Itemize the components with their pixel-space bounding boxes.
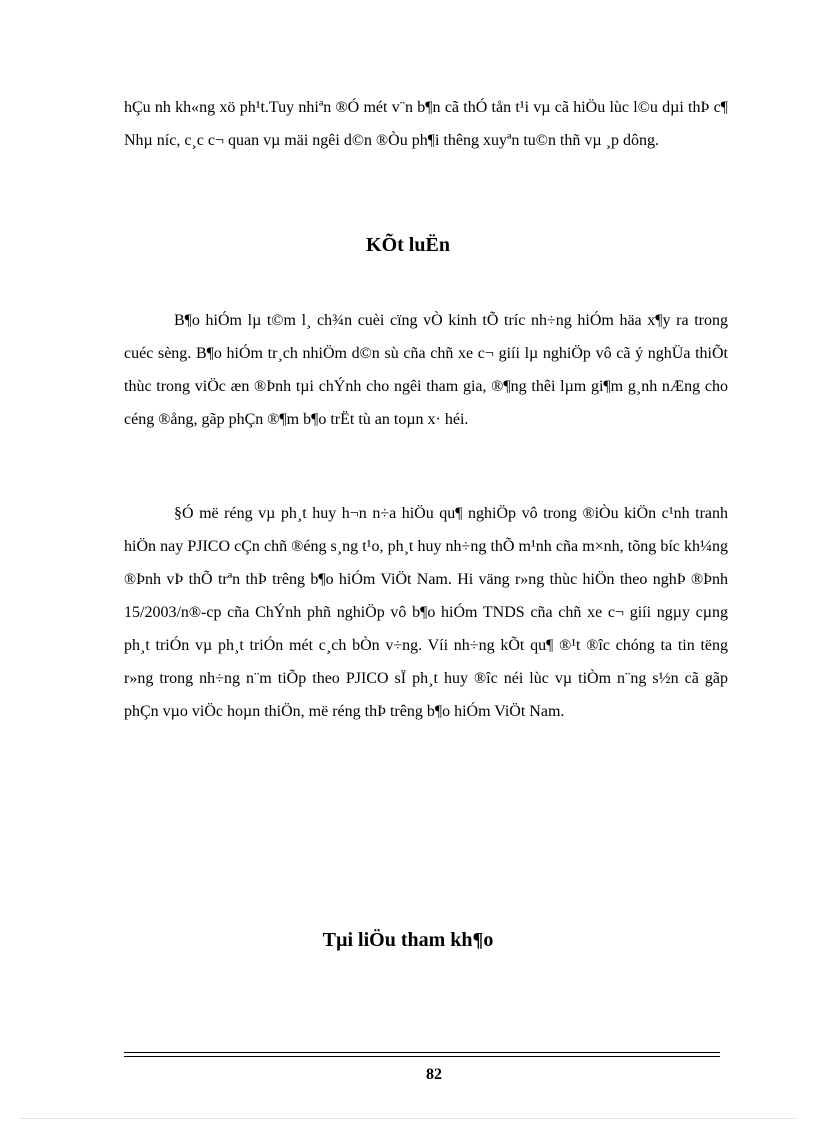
paragraph-intro: hÇu nh kh«ng xö ph¹t.Tuy nhiªn ®Ó mét v¨n b¶n cã thÓ tån t¹i vµ cã hiÖu lùc l©u dµi thÞ c¶ Nhµ níc, c¸c c¬ quan vµ mäi ngêi d©n ®Òu ph¶i thêng xuyªn tu©n thñ vµ ¸p dông.: [124, 99, 728, 149]
heading-conclusion: KÕt luËn: [366, 234, 450, 256]
footer-rule-top: [124, 1052, 720, 1053]
heading-references: Tµi liÖu tham kh¶o: [322, 929, 494, 951]
page-number: 82: [426, 1066, 442, 1083]
page-edge-dotted-line: [20, 1118, 796, 1119]
footer-rule-bottom: [124, 1056, 720, 1057]
paragraph-conclusion-2: §Ó më réng vµ ph¸t huy h¬n n÷a hiÖu qu¶ nghiÖp vô trong ®iÒu kiÖn c¹nh tranh hiÖn nay PJICO cÇn chñ ®éng s¸ng t¹o, ph¸t huy nh÷ng thÕ m¹nh cña m×nh, tõng bíc kh¼ng ®Þnh vÞ thÕ trªn thÞ trêng b¶o hiÓm ViÖt Nam. Hi väng r»ng thùc hiÖn theo nghÞ ®Þnh 15/2003/n®-cp cña ChÝnh phñ nghiÖp vô b¶o hiÓm TNDS cña chñ xe c¬ giíi ngµy cµng ph¸t triÓn vµ ph¸t triÓn mét c¸ch bÒn v÷ng. Víi nh÷ng kÕt qu¶ ®¹t ®îc chóng ta tin tëng r»ng trong nh÷ng n¨m tiÕp theo PJICO sÏ ph¸t huy ®îc néi lùc vµ tiÒm n¨ng s½n cã gãp phÇn vµo viÖc hoµn thiÖn, më réng thÞ trêng b¶o hiÓm ViÖt Nam.: [124, 505, 728, 720]
paragraph-conclusion-1: B¶o hiÓm lµ t©m l¸ ch¾n cuèi cïng vÒ kinh tÕ tríc nh÷ng hiÓm häa x¶y ra trong cuéc sèng. B¶o hiÓm tr¸ch nhiÖm d©n sù cña chñ xe c¬ giíi lµ nghiÖp vô cã ý nghÜa thiÕt thùc trong viÖc æn ®Þnh tµi chÝnh cho ngêi tham gia, ®¶ng thêi lµm gi¶m g¸nh nÆng cho céng ®ång, gãp phÇn ®¶m b¶o trËt tù an toµn x· héi.: [124, 312, 728, 428]
